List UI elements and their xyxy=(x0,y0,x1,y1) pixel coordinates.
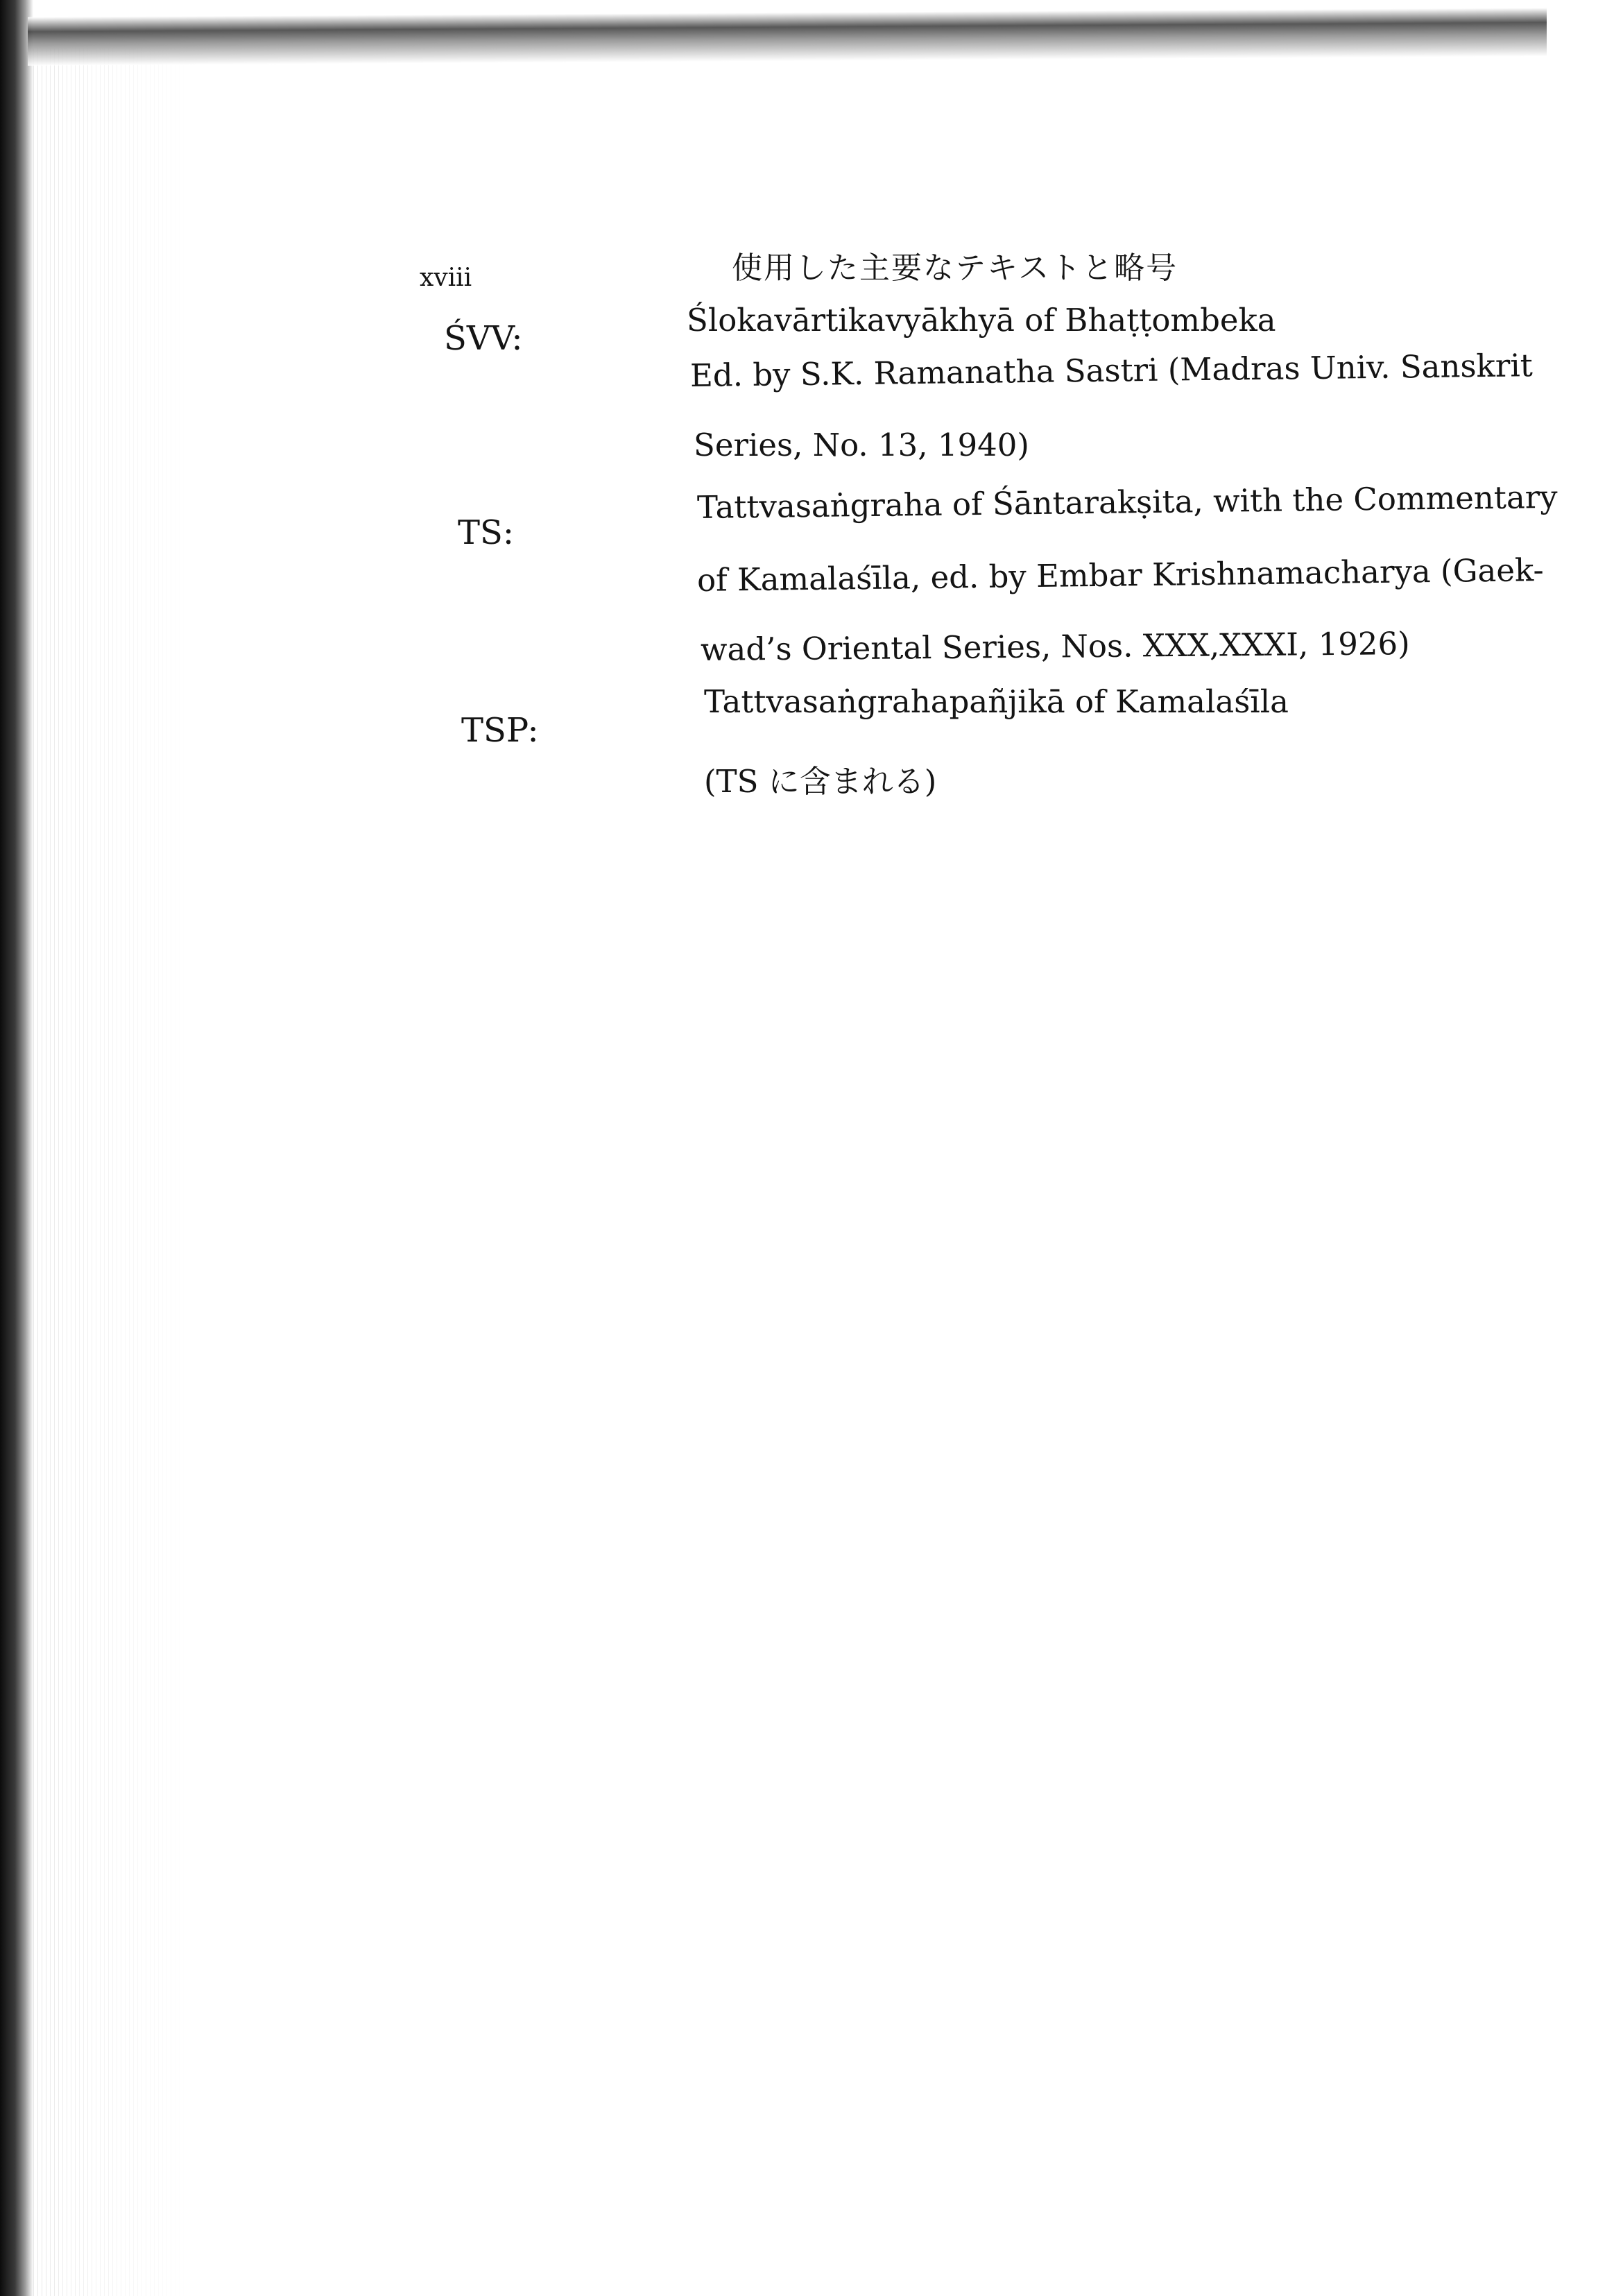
running-header: 使用した主要なテキストと略号 xyxy=(732,250,1178,286)
entry-ts-line-1: Tattvasaṅgraha of Śāntarakṣita, with the Commentary xyxy=(696,478,1558,526)
abbreviation-svv: ŚVV: xyxy=(444,319,523,358)
entry-svv-line-3: Series, No. 13, 1940) xyxy=(694,427,1029,463)
entry-tsp-line-2: (TS に含まれる) xyxy=(704,763,937,800)
entry-tsp-line-1: Tattvasaṅgrahapañjikā of Kamalaśīla xyxy=(704,683,1289,720)
page-number: xviii xyxy=(420,264,472,292)
entry-svv-line-2: Ed. by S.K. Ramanatha Sastri (Madras Univ. Sanskrit xyxy=(689,347,1534,394)
abbreviation-tsp: TSP: xyxy=(461,711,539,750)
scan-left-edge xyxy=(0,0,33,2296)
entry-svv-line-1: Ślokavārtikavyākhyā of Bhaṭṭombeka xyxy=(687,302,1276,339)
scan-top-edge xyxy=(28,8,1547,65)
entry-ts-line-2: of Kamalaśīla, ed. by Embar Krishnamacharya (Gaek- xyxy=(696,551,1544,599)
abbreviation-ts: TS: xyxy=(458,513,515,552)
entry-ts-line-3: wad’s Oriental Series, Nos. XXX,XXXI, 1926) xyxy=(700,625,1410,668)
page-stack-edges xyxy=(33,49,193,2296)
